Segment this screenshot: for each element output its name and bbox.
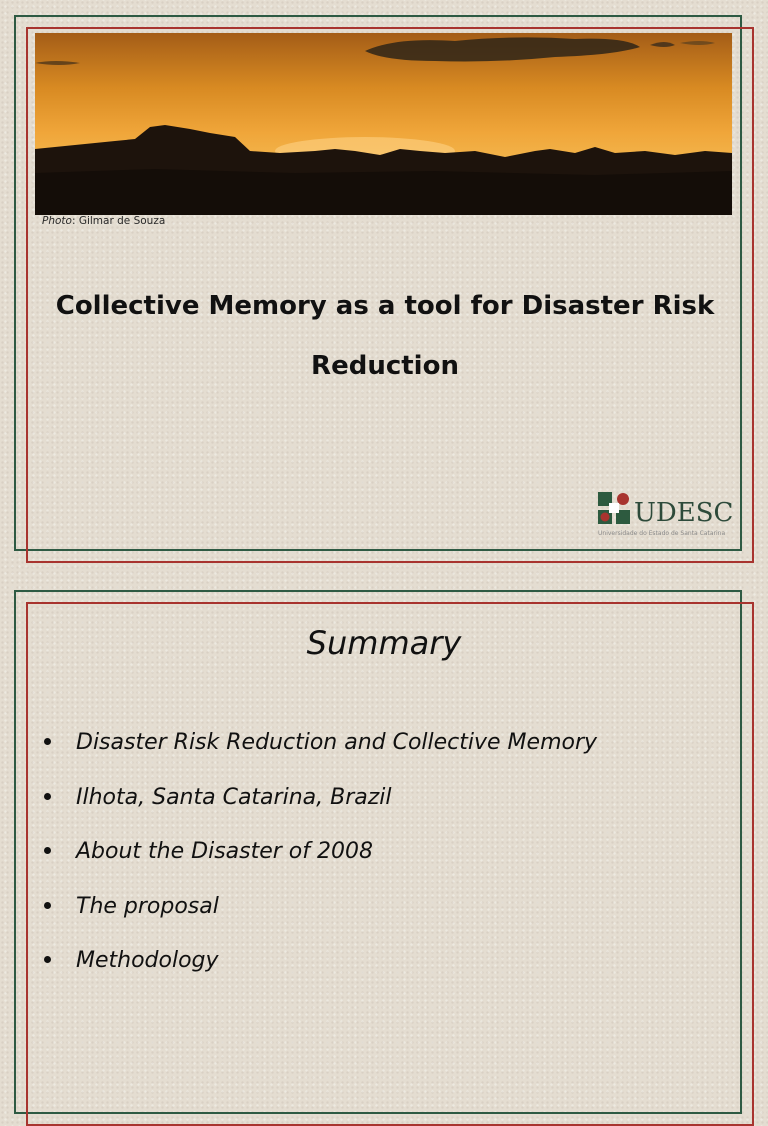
bullet-icon [44, 793, 51, 800]
bullet-icon [44, 738, 51, 745]
list-item-text: About the Disaster of 2008 [76, 839, 373, 864]
udesc-wordmark: UDESC [634, 498, 734, 528]
list-item [44, 730, 597, 785]
list-item-text: Disaster Risk Reduction and Collective Memory [76, 730, 598, 755]
bullet-icon [44, 902, 51, 909]
summary-title: Summary [306, 624, 462, 662]
list-item [44, 894, 597, 949]
list-item-text: The proposal [76, 893, 219, 919]
list-item [44, 948, 597, 1003]
list-item [44, 839, 597, 894]
udesc-emblem-icon [596, 490, 632, 526]
list-item [44, 785, 597, 840]
udesc-subtitle: Universidade do Estado de Santa Catarina [598, 530, 726, 537]
photo-credit-name: : Gilmar de Souza [71, 215, 166, 227]
summary-slide [0, 575, 768, 1024]
presentation-title: Collective Memory as a tool for Disaster Risk Reduction [55, 291, 715, 381]
bullet-icon [44, 847, 51, 854]
photo-credit-label: Photo [42, 215, 72, 227]
bullet-icon [44, 956, 51, 963]
sunset-photo [35, 33, 732, 215]
photo-credit [42, 215, 165, 227]
udesc-logo [596, 490, 736, 540]
list-item-text: Methodology [76, 948, 219, 973]
list-item-text: Ilhota, Santa Catarina, Brazil [76, 784, 392, 810]
summary-list [44, 730, 597, 1003]
